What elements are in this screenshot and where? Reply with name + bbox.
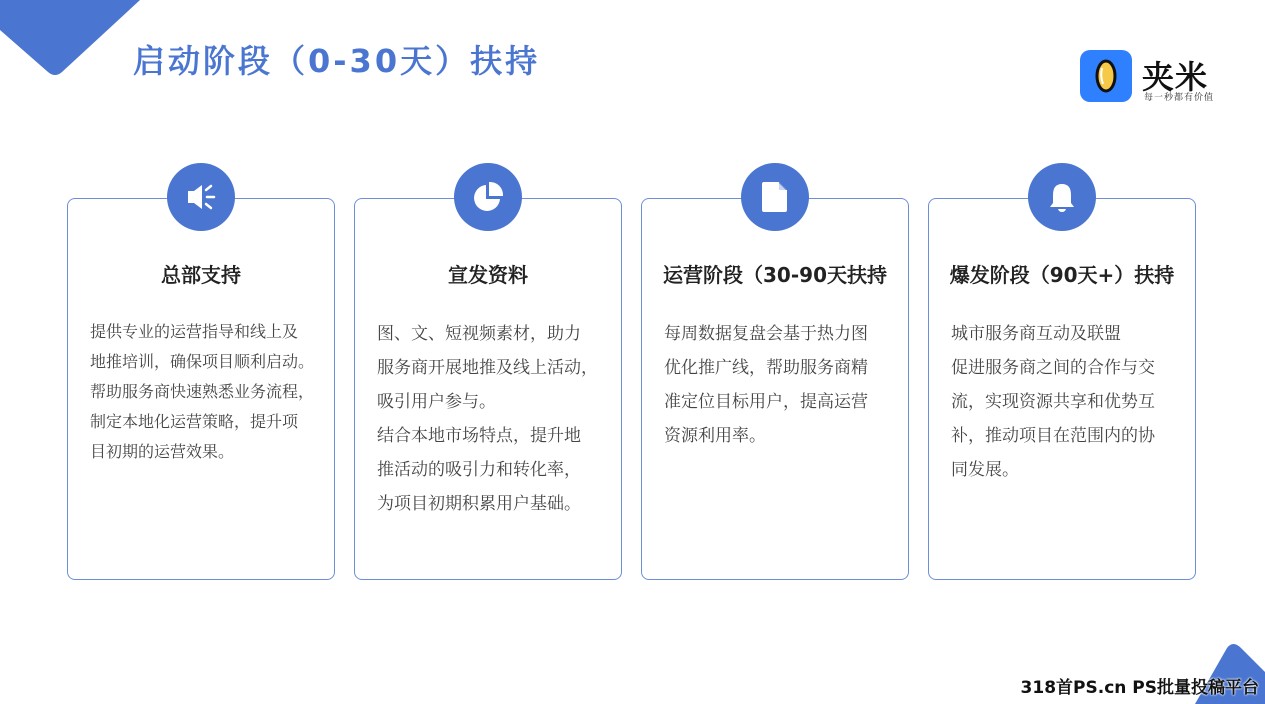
card-line: 推活动的吸引力和转化率，	[377, 460, 581, 480]
card-line: 资源利用率。	[664, 426, 766, 446]
card-title: 运营阶段（30-90天扶持	[663, 263, 887, 287]
card-line: 促进服务商之间的合作与交	[951, 358, 1155, 378]
bell-icon	[1028, 163, 1096, 231]
logo-mark-icon	[1080, 50, 1132, 102]
card-line: 优化推广线，帮助服务商精	[664, 358, 868, 378]
card-line: 流，实现资源共享和优势互	[951, 392, 1155, 412]
watermark: 318首PS.cn PS批量投稿平台	[1020, 678, 1259, 698]
pie-chart-icon	[454, 163, 522, 231]
megaphone-icon	[167, 163, 235, 231]
card-title: 爆发阶段（90天+）扶持	[949, 263, 1175, 287]
document-icon	[741, 163, 809, 231]
card-line: 为项目初期积累用户基础。	[377, 494, 581, 514]
card-line: 同发展。	[951, 460, 1019, 480]
card-line: 目初期的运营效果。	[90, 442, 235, 461]
logo-slogan: 每一秒都有价值	[1144, 93, 1215, 103]
page-title: 启动阶段（0-30天）扶持	[133, 42, 541, 80]
card-line: 每周数据复盘会基于热力图	[664, 324, 868, 344]
card-line: 补，推动项目在范围内的协	[951, 426, 1155, 446]
card-line: 帮助服务商快速熟悉业务流程，	[90, 382, 315, 401]
card-body	[664, 317, 890, 453]
card-operation-stage	[641, 198, 909, 580]
card-explosion-stage	[928, 198, 1196, 580]
card-promo-materials	[354, 198, 622, 580]
card-body	[90, 317, 316, 467]
card-line: 城市服务商互动及联盟	[951, 324, 1121, 344]
card-line: 制定本地化运营策略，提升项	[90, 412, 299, 431]
card-line: 服务商开展地推及线上活动，	[377, 358, 598, 378]
card-hq-support	[67, 198, 335, 580]
card-body	[951, 317, 1177, 487]
logo-name: 夹米	[1142, 58, 1209, 96]
card-line: 准定位目标用户，提高运营	[664, 392, 868, 412]
card-title: 总部支持	[161, 263, 241, 287]
card-line: 图、文、短视频素材，助力	[377, 324, 581, 344]
card-title: 宣发资料	[448, 263, 528, 287]
card-line: 结合本地市场特点，提升地	[377, 426, 581, 446]
card-body	[377, 317, 603, 521]
corner-decoration-top-left	[0, 0, 140, 76]
card-line: 提供专业的运营指导和线上及	[90, 322, 299, 341]
brand-logo	[1080, 50, 1220, 106]
card-line: 地推培训，确保项目顺利启动。	[90, 352, 315, 371]
card-line: 吸引用户参与。	[377, 392, 496, 412]
